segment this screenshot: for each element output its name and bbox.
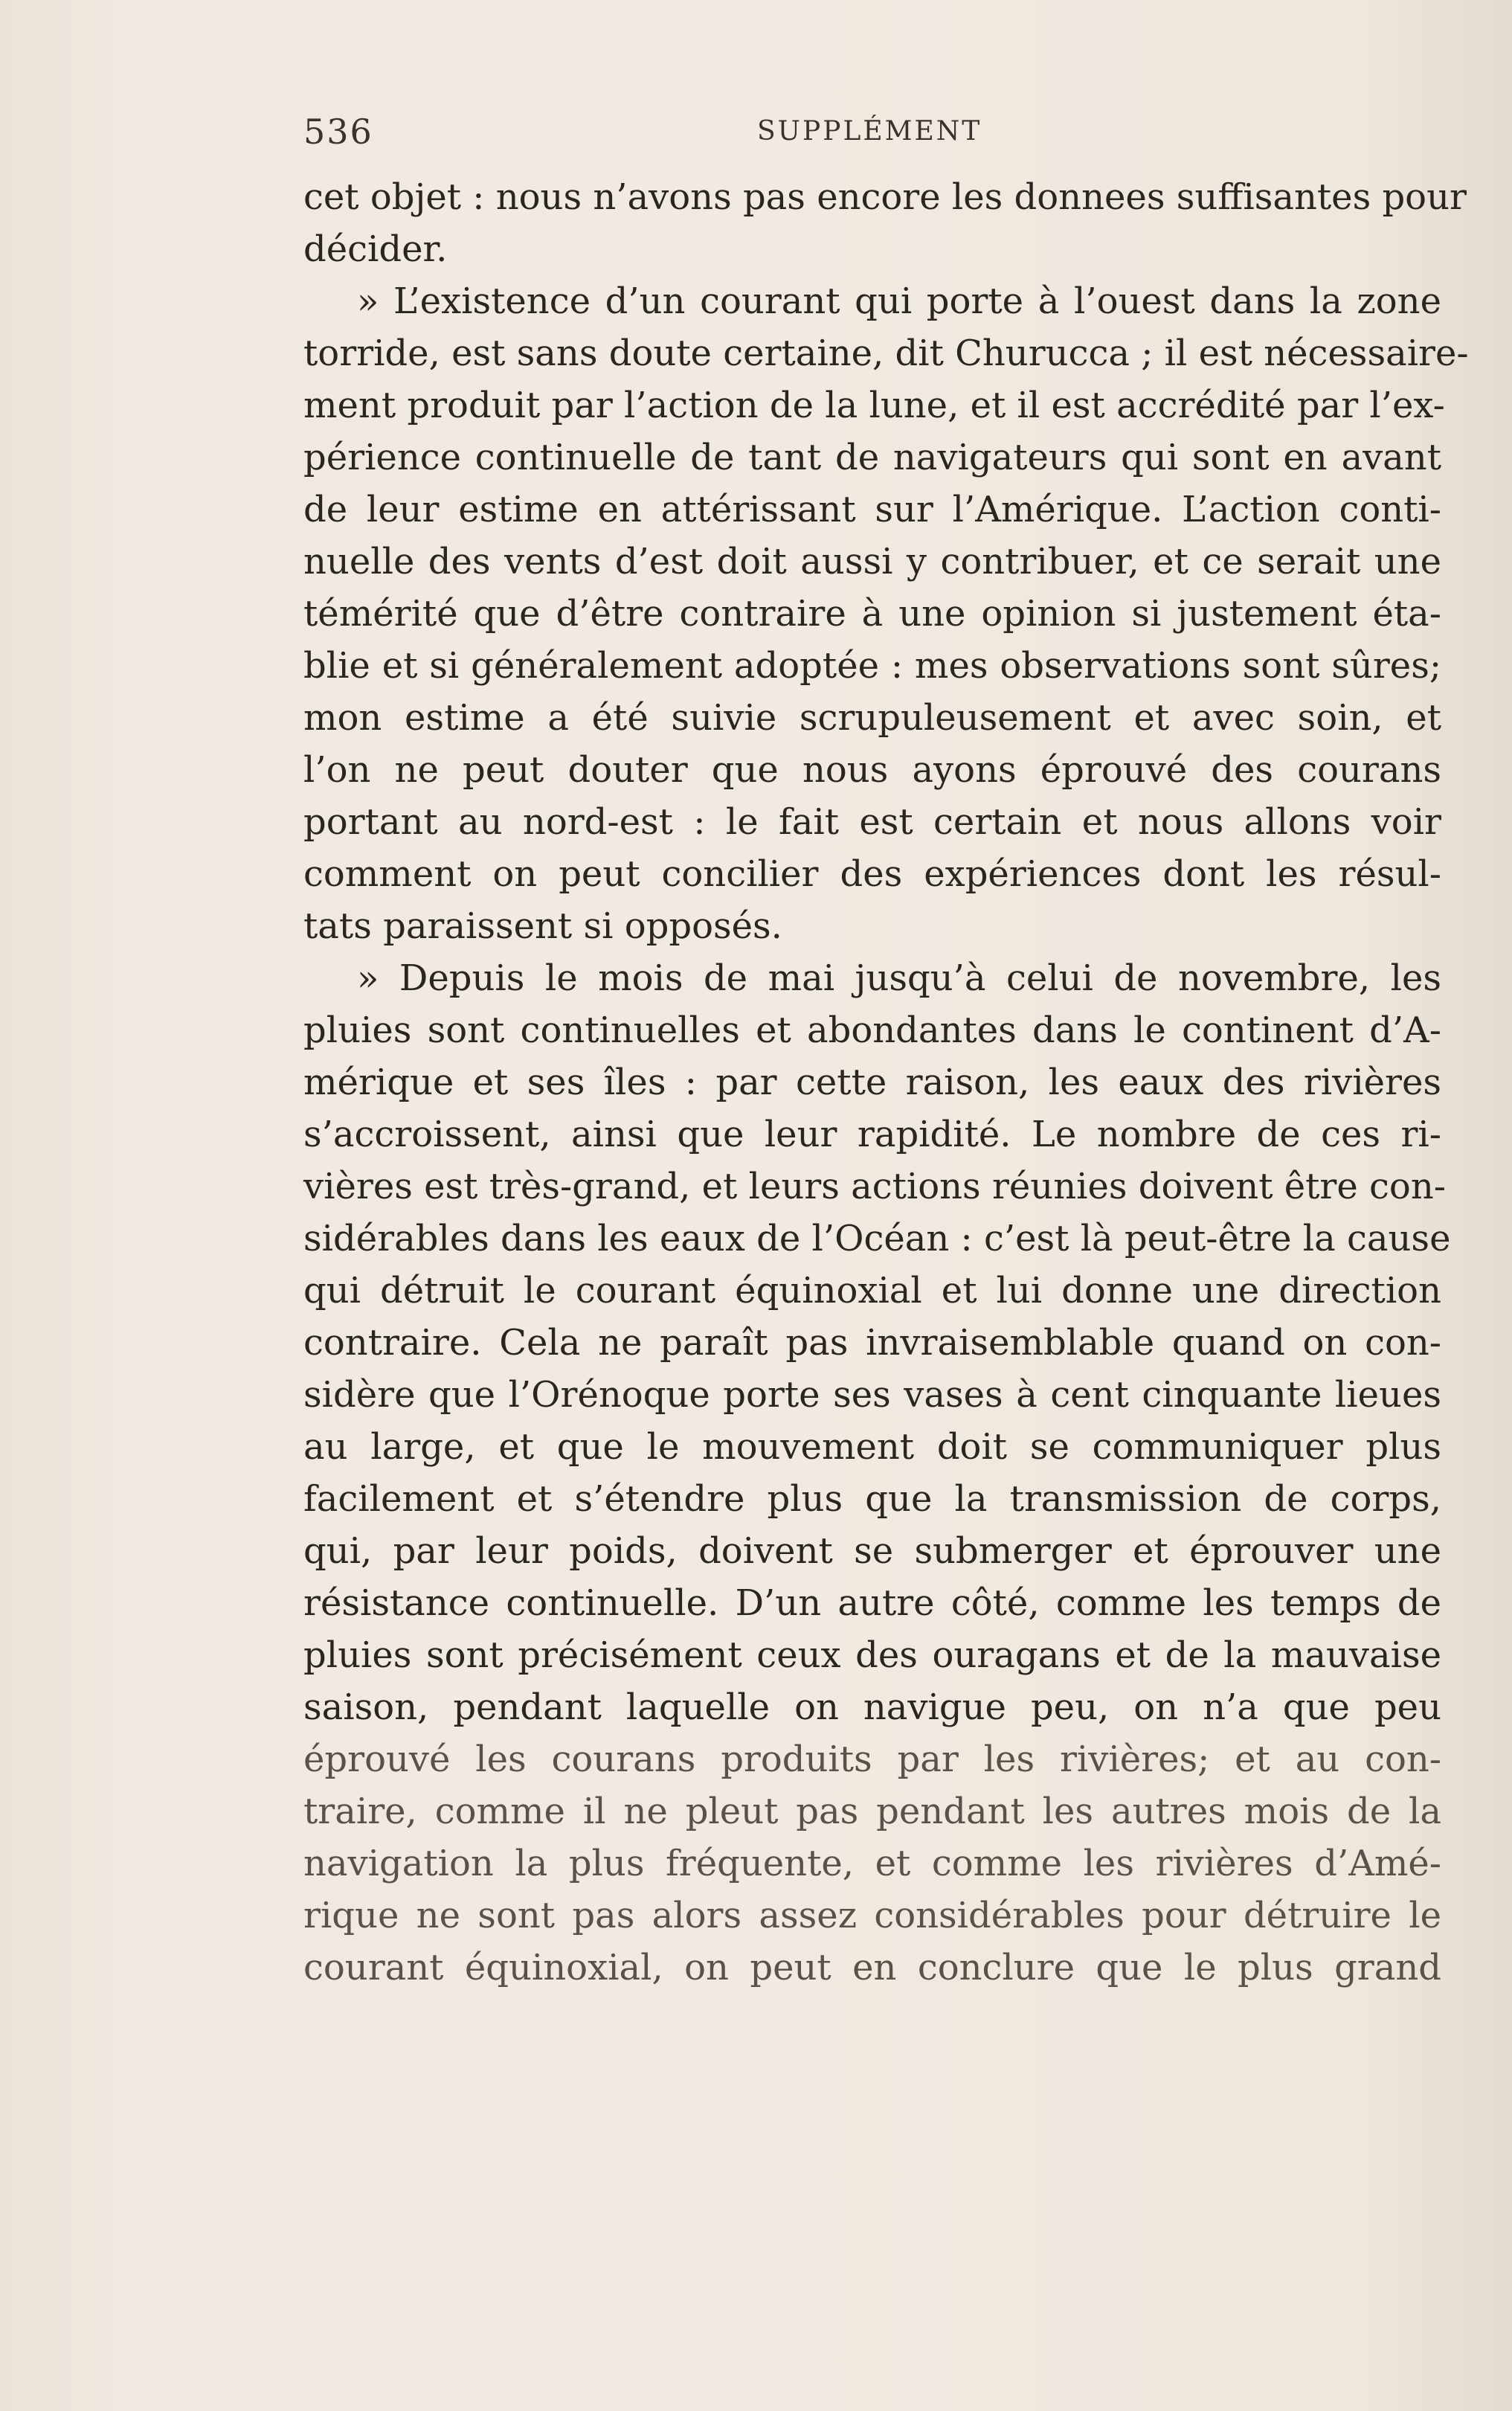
text-line: pluies sont continuelles et abondantes dans le continent d’A- [303,1009,1441,1051]
text-line: contraire. Cela ne paraît pas invraisemblable quand on con- [303,1322,1441,1364]
text-line: » Depuis le mois de mai jusqu’à celui de novembre, les [357,957,1441,999]
page-number: 536 [303,112,373,152]
text-line: au large, et que le mouvement doit se communiquer plus [303,1426,1441,1468]
text-line: éprouvé les courans produits par les rivières; et au con- [303,1739,1441,1780]
text-line: sidérables dans les eaux de l’Océan : c’est là peut-être la cause [303,1218,1451,1259]
text-line: l’on ne peut douter que nous ayons éprouvé des courans [303,749,1441,791]
text-line: » L’existence d’un courant qui porte à l’ouest dans la zone [357,280,1441,322]
text-line: s’accroissent, ainsi que leur rapidité. Le nombre de ces ri- [303,1114,1441,1155]
text-line: qui, par leur poids, doivent se submerger et éprouver une [303,1530,1441,1572]
page-header [303,112,1441,156]
text-line: pluies sont précisément ceux des ouragans et de la mauvaise [303,1634,1441,1676]
text-line: sidère que l’Orénoque porte ses vases à cent cinquante lieues [303,1374,1441,1416]
text-line: courant équinoxial, on peut en conclure que le plus grand [303,1947,1441,1988]
text-line: décider. [303,228,448,270]
text-line: mérique et ses îles : par cette raison, les eaux des rivières [303,1062,1441,1103]
text-line: périence continuelle de tant de navigateurs qui sont en avant [303,437,1441,478]
text-line: rique ne sont pas alors assez considérables pour détruire le [303,1895,1441,1936]
text-line: cet objet : nous n’avons pas encore les donnees suffisantes pour [303,176,1467,218]
text-line: comment on peut concilier des expériences dont les résul- [303,853,1441,895]
text-line: nuelle des vents d’est doit aussi y contribuer, et ce serait une [303,541,1441,582]
text-line: saison, pendant laquelle on navigue peu, on n’a que peu [303,1686,1441,1728]
text-line: navigation la plus fréquente, et comme les rivières d’Amé- [303,1843,1441,1884]
text-line: mon estime a été suivie scrupuleusement et avec soin, et [303,697,1441,739]
running-head: SUPPLÉMENT [757,116,982,147]
text-line: portant au nord-est : le fait est certain et nous allons voir [303,801,1441,843]
body-text [303,171,1469,1994]
text-line: ment produit par l’action de la lune, et il est accrédité par l’ex- [303,385,1445,426]
text-line: torride, est sans doute certaine, dit Churucca ; il est nécessaire- [303,333,1469,374]
text-line: tats paraissent si opposés. [303,905,782,947]
text-line: vières est très-grand, et leurs actions réunies doivent être con- [303,1166,1446,1207]
text-line: blie et si généralement adoptée : mes observations sont sûres; [303,645,1441,687]
text-line: traire, comme il ne pleut pas pendant les autres mois de la [303,1791,1441,1832]
text-line: résistance continuelle. D’un autre côté, comme les temps de [303,1582,1441,1624]
text-line: de leur estime en attérissant sur l’Amérique. L’action conti- [303,489,1441,530]
text-line: témérité que d’être contraire à une opinion si justement éta- [303,593,1441,635]
text-line: facilement et s’étendre plus que la transmission de corps, [303,1478,1441,1520]
text-line: qui détruit le courant équinoxial et lui donne une direction [303,1270,1441,1312]
